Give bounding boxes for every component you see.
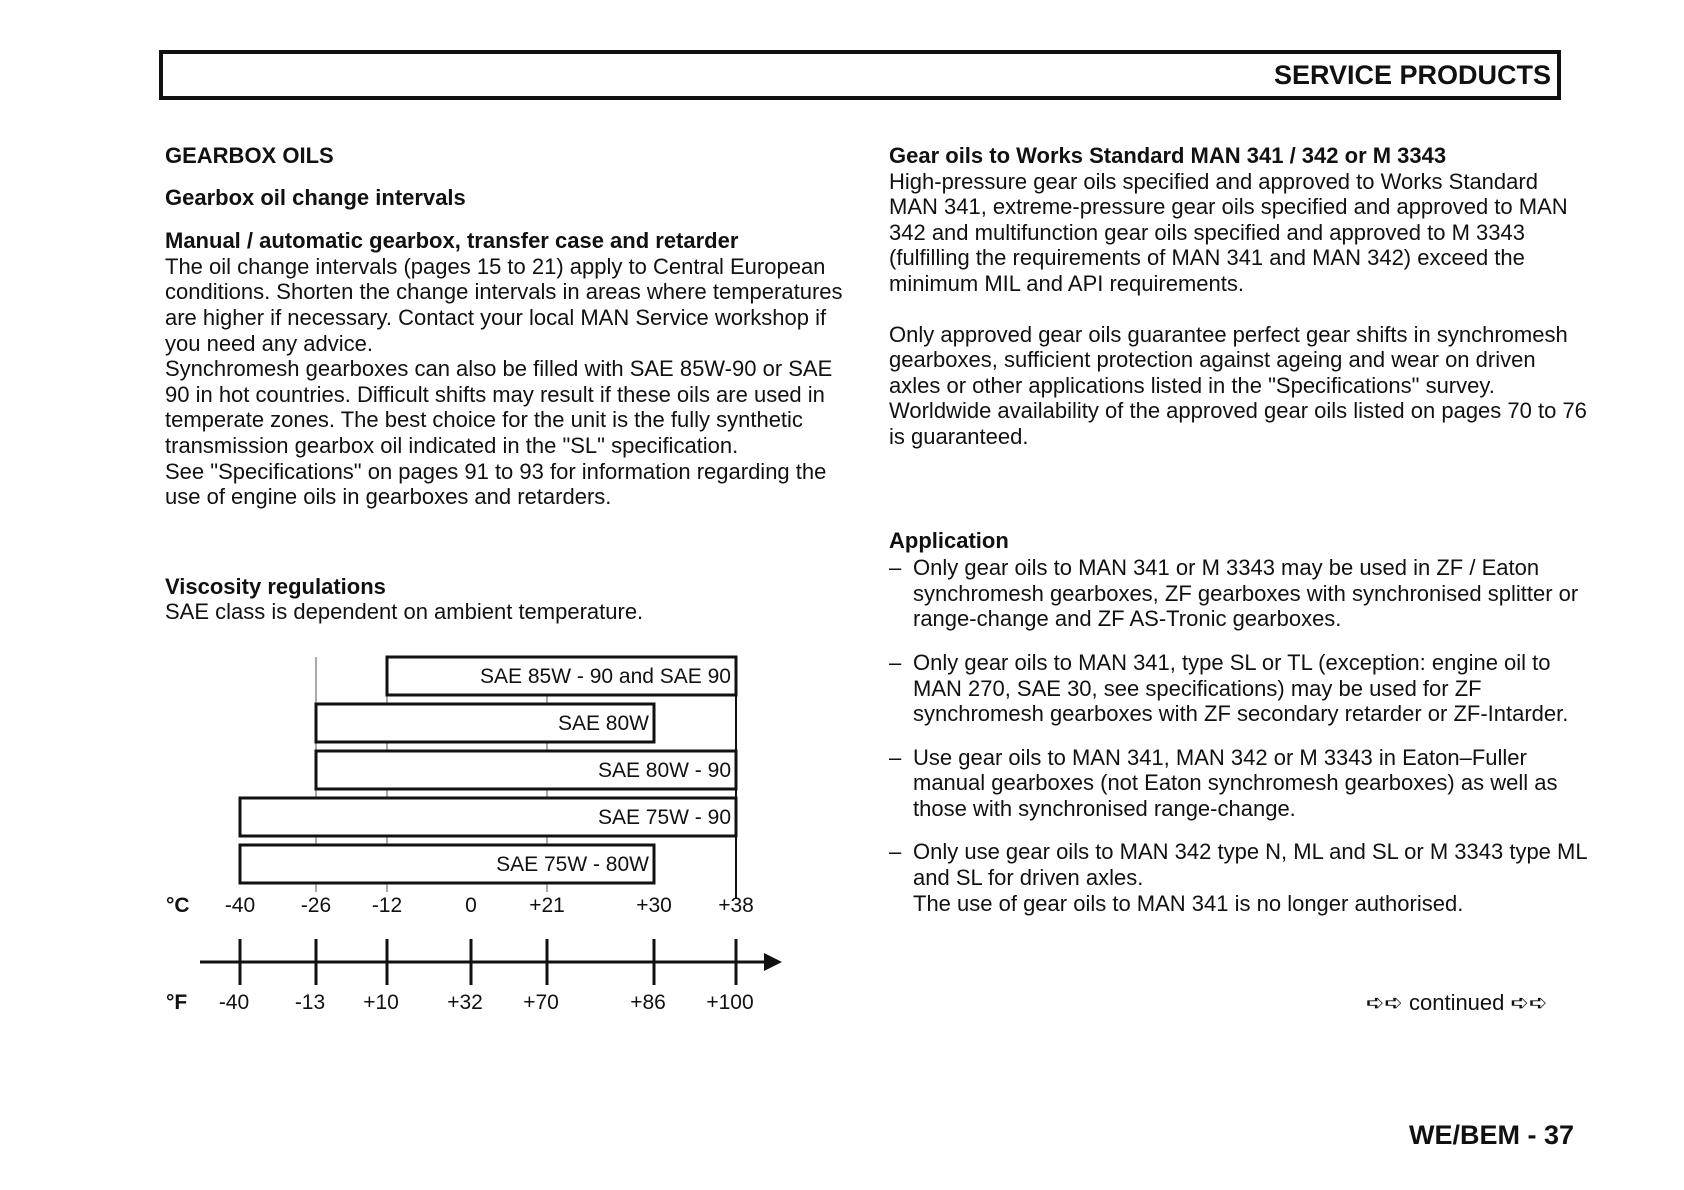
bar-label: SAE 80W [557, 712, 649, 735]
tick-label-c: +38 [718, 894, 754, 917]
tick-label-c: +30 [636, 894, 672, 917]
list-item [889, 555, 1589, 632]
bullet-text: Only gear oils to MAN 341 or M 3343 may be used in ZF / Eaton synchromesh gearboxes, ZF gearboxes with synchronised splitter or range-change and ZF AS-Tronic gearboxes. [913, 555, 1579, 632]
manual-text-3: See "Specifications" on pages 91 to 93 for information regarding the use of engine oils in gearboxes and retarders. [165, 458, 827, 510]
bar-label: SAE 75W - 90 [597, 806, 731, 829]
tick-label-f: +86 [630, 991, 666, 1014]
tick-label-c: -26 [300, 894, 332, 917]
bar-label: SAE 80W - 90 [597, 759, 731, 782]
page-number: WE/BEM - 37 [1408, 1120, 1574, 1150]
tick-label-f: -13 [294, 991, 326, 1014]
worldwide-text: Worldwide availability of the approved gear oils listed on pages 70 to 76 is guaranteed. [889, 398, 1587, 449]
fahrenheit-unit-label: °F [166, 991, 188, 1014]
header-title: SERVICE PRODUCTS [1273, 60, 1551, 90]
viscosity-chart [160, 655, 800, 1045]
bar-label: SAE 75W - 80W [496, 853, 649, 876]
bar-label: SAE 85W - 90 and SAE 90 [480, 665, 731, 688]
list-item [889, 839, 1589, 916]
left-column [165, 143, 855, 625]
continued-note: ➪➪ continued ➪➪ [1366, 990, 1548, 1015]
header-box [159, 50, 1561, 100]
section-title: GEARBOX OILS [165, 143, 334, 168]
dash: – [889, 839, 902, 865]
tick-label-c: +21 [529, 894, 565, 917]
tick-label-f: +100 [706, 991, 754, 1014]
works-heading: Gear oils to Works Standard MAN 341 / 342 or M 3343 [889, 143, 1447, 168]
manual-heading: Manual / automatic gearbox, transfer case and retarder [165, 228, 739, 254]
works-text: High-pressure gear oils specified and approved to Works Standard MAN 341, extreme-pressure gear oils specified and approved to MAN 342 and multifunction gear oils specified and approved to M 3343 (fulfilling the requirements of MAN 341 and MAN 342) exceed the minimum MIL and API requirements. [889, 168, 1568, 296]
viscosity-text: SAE class is dependent on ambient temperature. [165, 599, 644, 625]
manual-text-2: Synchromesh gearboxes can also be filled with SAE 85W-90 or SAE 90 in hot countries. Difficult shifts may result if these oils are used in temperate zones. The best choice for the unit is the fully synthetic transmission gearbox oil indicated in the "SL" specification. [165, 356, 833, 458]
bullet-list [889, 555, 1589, 916]
dash: – [889, 555, 902, 581]
dash: – [889, 649, 902, 675]
list-item [889, 745, 1589, 822]
manual-text-1: The oil change intervals (pages 15 to 21) apply to Central European conditions. Shorten the change intervals in areas where temperatures are higher if necessary. Contact your local MAN Service workshop if you need any advice. [165, 253, 843, 356]
tick-label-c: -12 [371, 894, 403, 917]
tick-label-f: +10 [363, 991, 399, 1014]
tick-label-c: 0 [465, 894, 477, 917]
dash: – [889, 744, 902, 770]
tick-label-f: -40 [218, 991, 250, 1014]
list-item [889, 650, 1589, 727]
application-heading: Application [889, 527, 1009, 553]
bullet-text: Only use gear oils to MAN 342 type N, ML and SL or M 3343 type ML and SL for driven axles. [913, 839, 1587, 891]
celsius-unit-label: °C [166, 894, 190, 917]
tick-label-c: -40 [224, 894, 256, 917]
tick-label-f: +70 [523, 991, 559, 1014]
right-column [889, 143, 1589, 916]
x-axis-arrow [764, 953, 782, 971]
bullet-extra-text: The use of gear oils to MAN 341 is no longer authorised. [913, 890, 1464, 916]
bullet-text: Only gear oils to MAN 341, type SL or TL (exception: engine oil to MAN 270, SAE 30, see specifications) may be used for ZF synchromesh gearboxes with ZF secondary retarder or ZF-Intarder. [913, 649, 1569, 727]
approved-text: Only approved gear oils guarantee perfect gear shifts in synchromesh gearboxes, sufficient protection against ageing and wear on driven axles or other applications listed in the "Specifications" survey. [889, 321, 1568, 398]
tick-label-f: +32 [447, 991, 483, 1014]
subtitle: Gearbox oil change intervals [165, 184, 466, 210]
viscosity-heading: Viscosity regulations [165, 573, 386, 599]
bullet-text: Use gear oils to MAN 341, MAN 342 or M 3343 in Eaton–Fuller manual gearboxes (not Eaton synchromesh gearboxes) as well as those with synchronised range-change. [913, 744, 1558, 821]
